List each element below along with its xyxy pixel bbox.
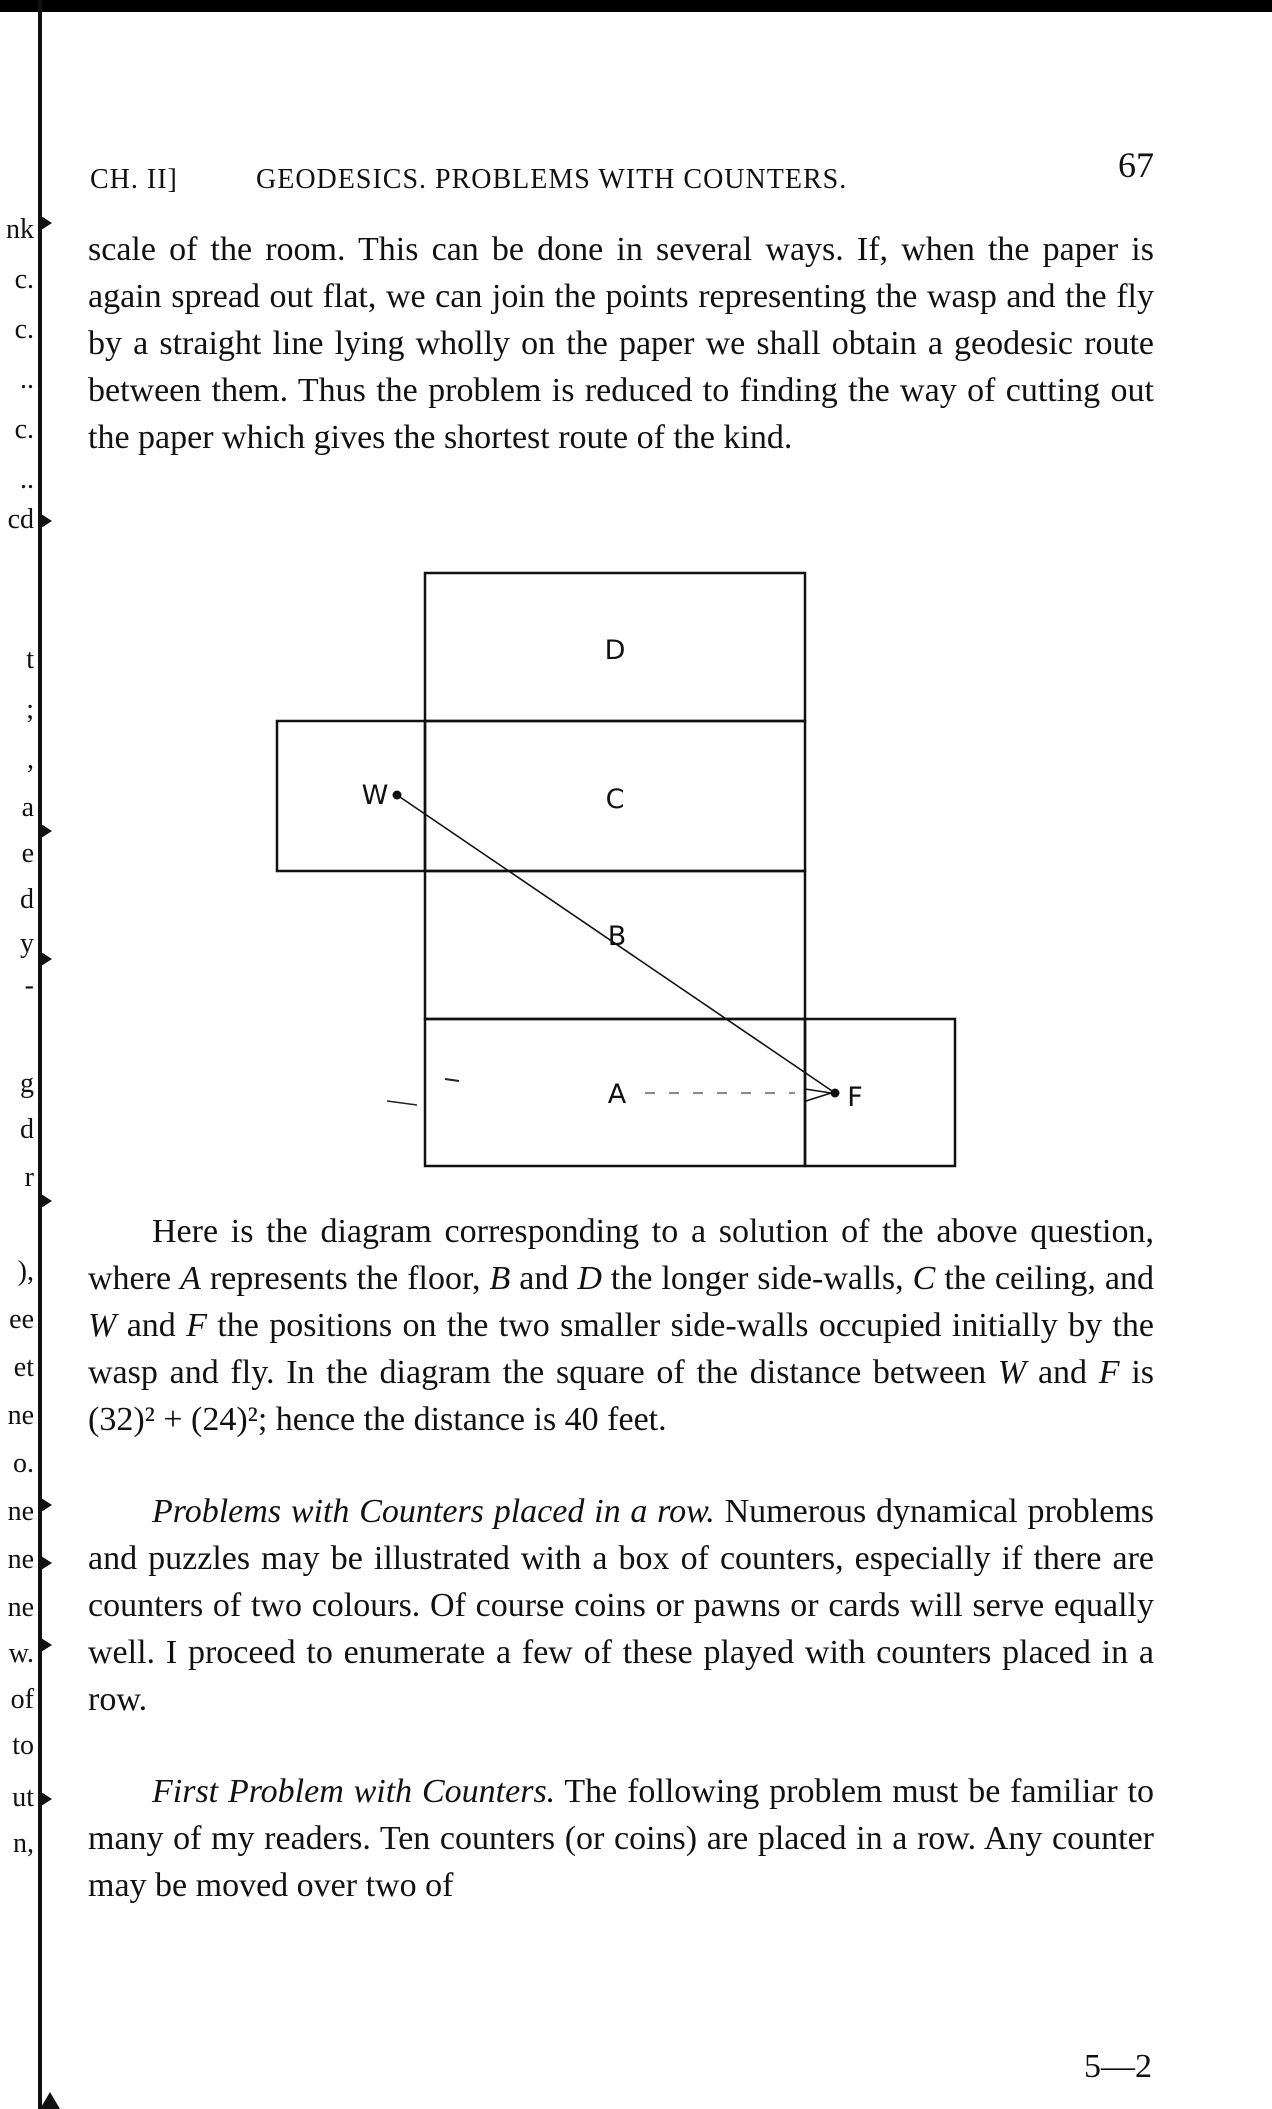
top-scan-edge	[0, 0, 1272, 12]
margin-fragment: nk	[6, 214, 34, 245]
label-c: C	[605, 784, 625, 815]
margin-fragment: ,	[27, 744, 34, 775]
margin-fragment: of	[10, 1684, 34, 1715]
margin-fragment: d	[20, 1114, 34, 1145]
binding-arrow-icon	[38, 512, 52, 530]
binding-arrow-icon	[38, 950, 52, 968]
margin-fragment: t	[26, 644, 34, 675]
unfolded-room-diagram	[275, 570, 965, 1170]
margin-fragment: g	[20, 1068, 34, 1099]
route-arrow-icon	[805, 1089, 831, 1101]
margin-fragment: a	[21, 792, 34, 823]
label-w: W	[361, 780, 389, 811]
margin-fragment: et	[13, 1352, 34, 1383]
margin-fragment: r	[24, 1162, 34, 1193]
binding-arrow-icon	[38, 1496, 52, 1514]
paragraph-first-problem: First Problem with Counters. The following problem must be familiar to many of my readers. Ten counters (or coins) are placed in a row. Any counter may be moved over two of	[88, 1773, 1155, 1904]
wasp-point	[393, 791, 402, 800]
margin-fragment: d	[20, 884, 34, 915]
binding-arrow-icon	[38, 822, 52, 840]
margin-fragment: ..	[20, 464, 34, 495]
binding-corner	[40, 2092, 60, 2109]
margin-fragment: ne	[7, 1400, 34, 1431]
margin-fragment: to	[12, 1730, 34, 1761]
margin-fragment: c.	[14, 264, 34, 295]
paragraph-counters-in-row: Problems with Counters placed in a row. Numerous dynamical problems and puzzles may be illustrated with a box of counters, especially if there are counters of two colours. Of course coins or pawns or cards will serve equally well. I proceed to enumerate a few of these played with counters placed in a row.	[88, 1493, 1155, 1718]
margin-fragment: ne	[7, 1544, 34, 1575]
margin-fragment: ne	[7, 1592, 34, 1623]
margin-fragment: y	[20, 928, 34, 959]
stray-mark	[387, 1101, 417, 1105]
label-a: A	[607, 1079, 627, 1110]
margin-fragment: c.	[14, 414, 34, 445]
chapter-reference: CH. II]	[90, 164, 178, 195]
binding-arrow-icon	[38, 1636, 52, 1654]
margin-fragment: n,	[13, 1828, 34, 1859]
paragraph-geodesic-route: scale of the room. This can be done in several ways. If, when the paper is again spread out flat, we can join the points representing the wasp and the fly by a straight line lying wholly on the paper we shall obtain a geodesic route between them. Thus the problem is reduced to finding the way of cutting out the paper which gives the shortest route of the kind.	[88, 231, 1154, 456]
binding-arrow-icon	[38, 1192, 52, 1210]
page-number: 67	[1118, 145, 1154, 185]
section-heading: First Problem with Counters.	[152, 1773, 556, 1810]
fly-point	[831, 1089, 840, 1098]
label-b: B	[607, 921, 627, 952]
stray-mark	[445, 1079, 459, 1081]
margin-fragment: ..	[20, 364, 34, 395]
binding-arrow-icon	[38, 1554, 52, 1572]
binding-arrow-icon	[38, 214, 52, 232]
margin-fragment: cd	[7, 504, 34, 535]
margin-fragment: ne	[7, 1496, 34, 1527]
printer-signature: 5—2	[1084, 2048, 1152, 2085]
paragraph-diagram-explanation: Here is the diagram corresponding to a solution of the above question, where A represents the floor, B and D the longer side-walls, C the ceiling, and W and F the positions on the two smaller side-walls occupied initially by the wasp and fly. In the diagram the square of the distance between W and F is (32)² + (24)²; hence the distance is 40 feet.	[88, 1213, 1154, 1438]
margin-fragment: ;	[26, 694, 34, 725]
margin-fragment: e	[21, 838, 34, 869]
running-title: GEODESICS. PROBLEMS WITH COUNTERS.	[256, 164, 848, 195]
margin-fragment: ),	[17, 1256, 34, 1287]
label-f: F	[847, 1082, 863, 1113]
wall-w-rect	[277, 721, 425, 871]
margin-fragment: ut	[12, 1782, 34, 1813]
binding-arrow-icon	[38, 1790, 52, 1808]
label-d: D	[604, 635, 626, 666]
margin-fragment: -	[24, 970, 34, 1001]
running-head	[88, 144, 1154, 195]
margin-fragment: o.	[13, 1448, 34, 1479]
margin-fragment: ee	[9, 1304, 34, 1335]
section-heading: Problems with Counters placed in a row.	[152, 1493, 715, 1530]
margin-fragment: w.	[8, 1638, 34, 1669]
margin-fragment: c.	[14, 314, 34, 345]
